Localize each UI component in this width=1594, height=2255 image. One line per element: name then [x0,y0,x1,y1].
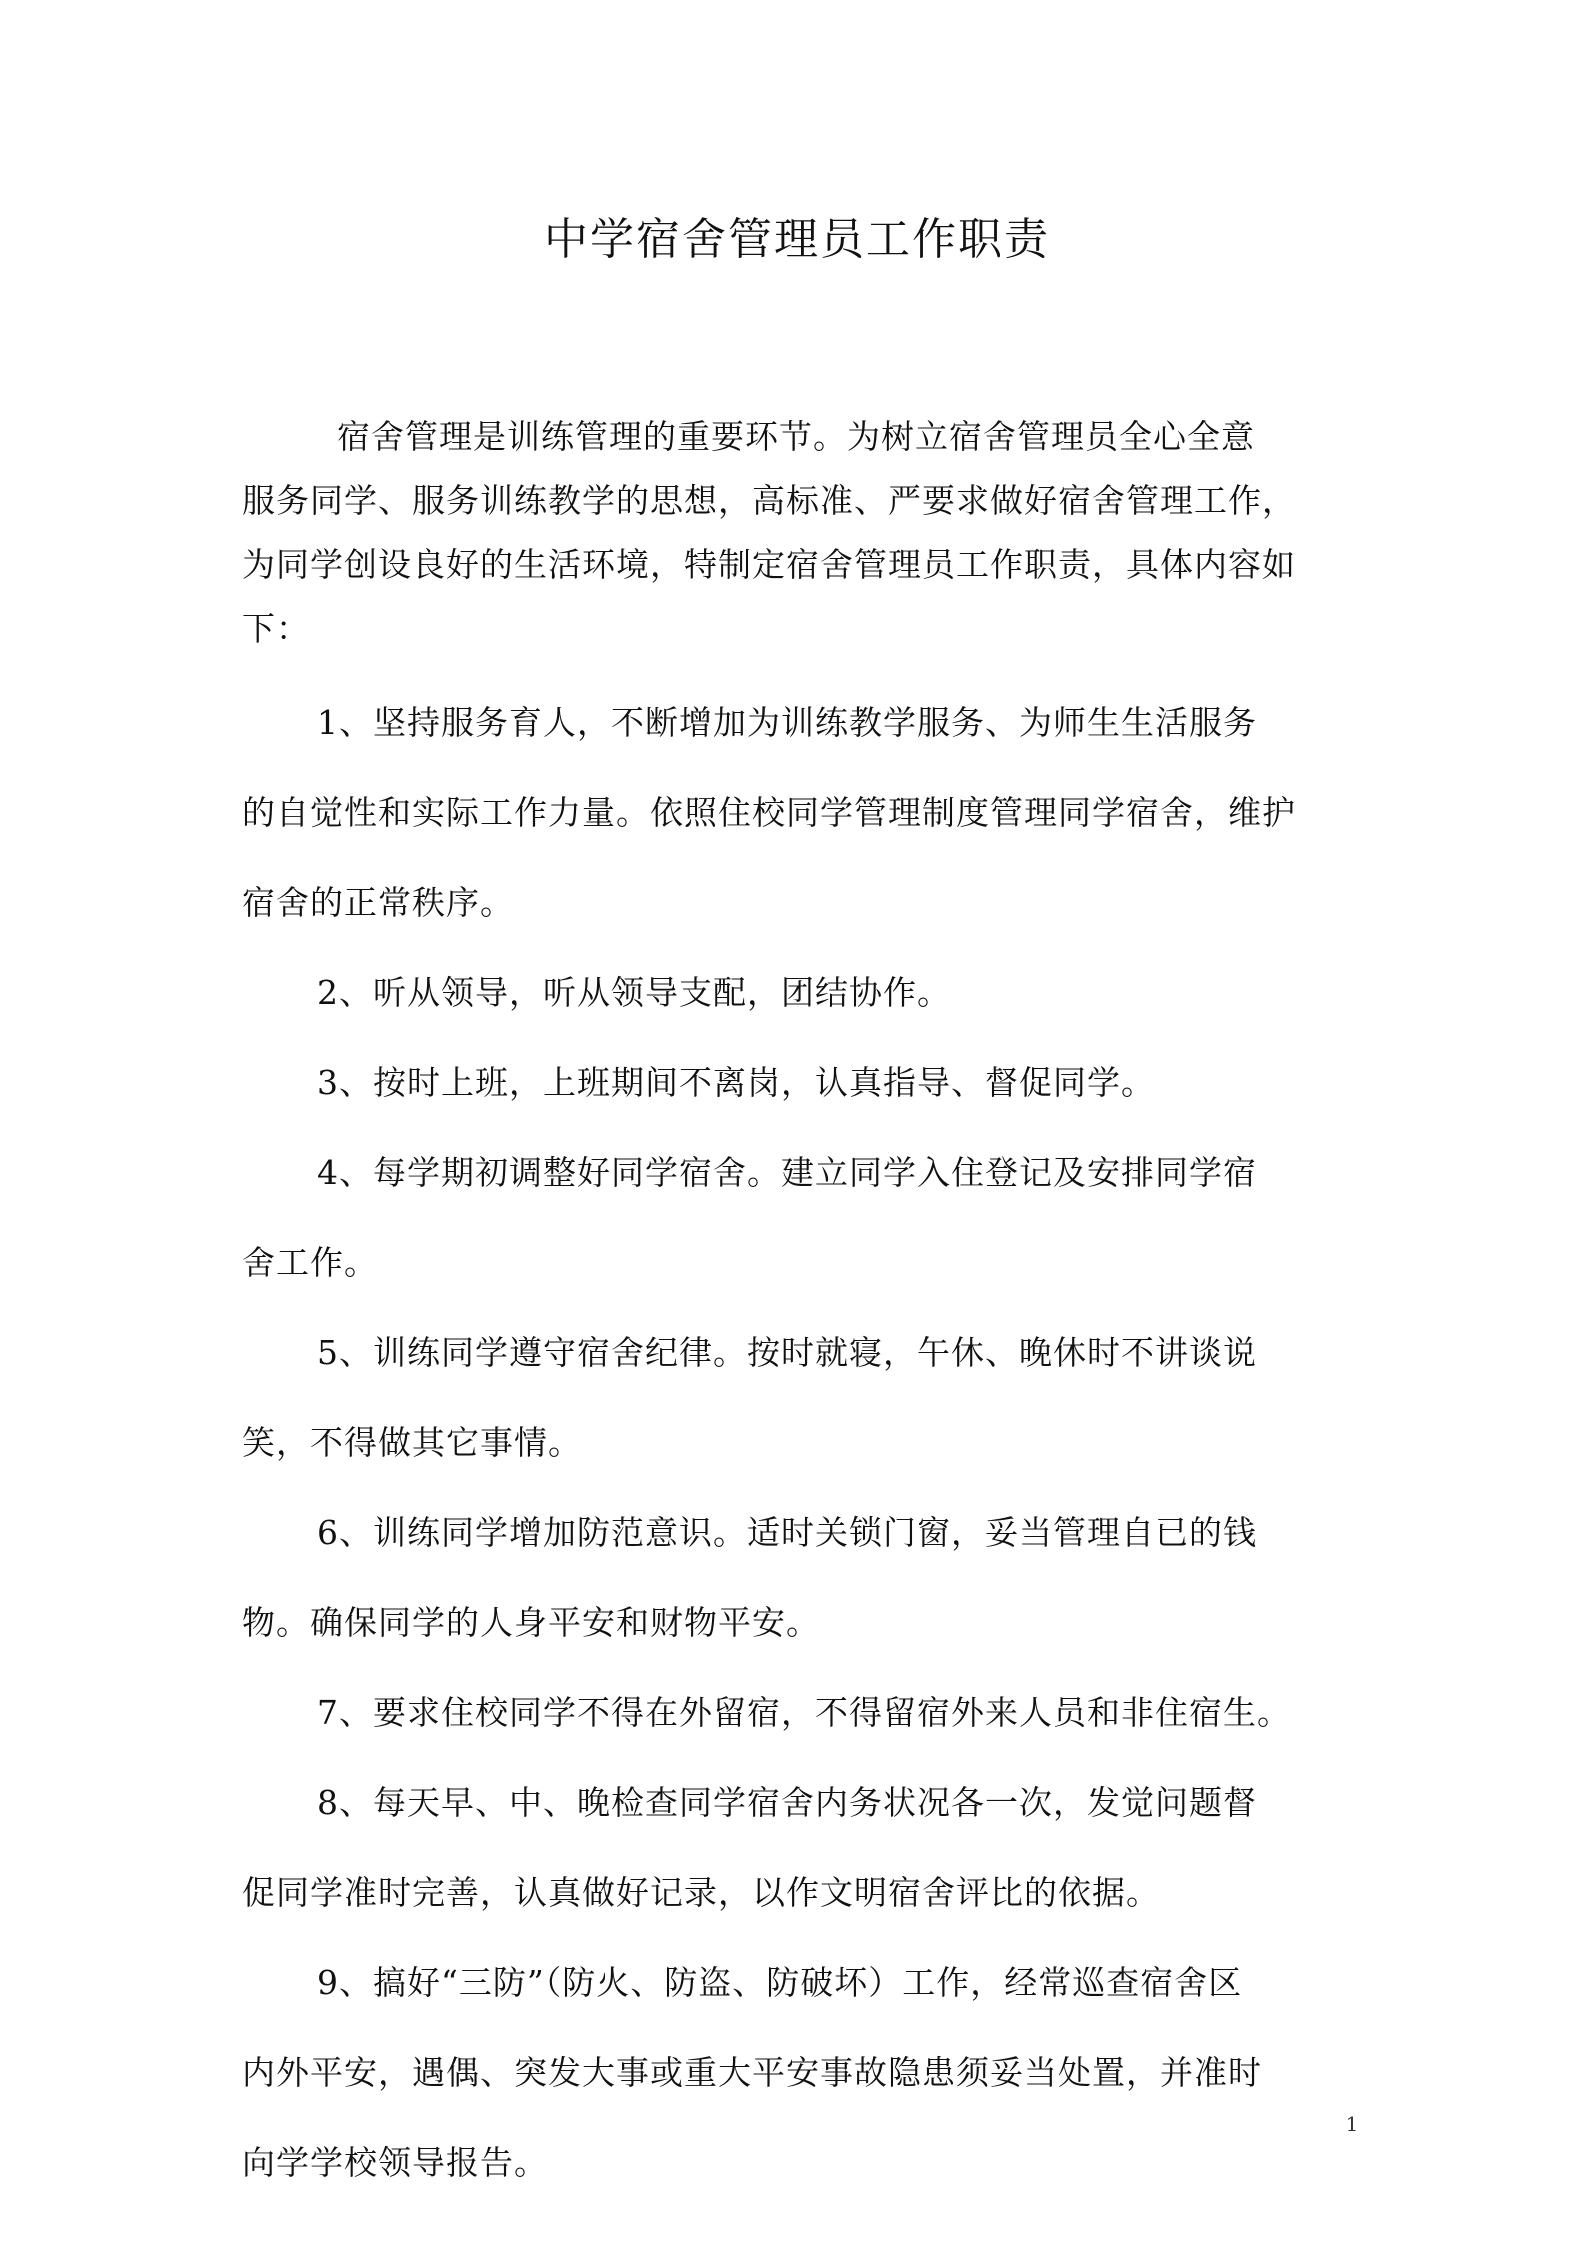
duty-item-7-line: 7、要求住校同学不得在外留宿，不得留宿外来人员和非住宿生。 [317,1693,1291,1732]
duty-item-2-line: 2、听从领导，听从领导支配，团结协作。 [317,973,951,1012]
duty-item-9-line: 9、搞好“三防”（防火、防盗、防破坏）工作，经常巡查宿舍区 [317,1963,1243,2002]
text-line: 服务同学、服务训练教学的思想，高标准、严要求做好宿舍管理工作， [242,481,1296,520]
duty-item-6-line: 物。确保同学的人身平安和财物平安。 [242,1603,820,1642]
duty-item-1-line: 1、坚持服务育人，不断增加为训练教学服务、为师生生活服务 [317,703,1257,742]
duty-item-5-line: 5、训练同学遵守宿舍纪律。按时就寝，午休、晚休时不讲谈说 [317,1333,1257,1372]
duty-item-6-line: 6、训练同学增加防范意识。适时关锁门窗，妥当管理自已的钱 [317,1513,1257,1552]
duty-item-5-line: 笑，不得做其它事情。 [242,1423,582,1462]
page-number: 1 [1345,2112,1359,2136]
duty-item-3-line: 3、按时上班，上班期间不离岗，认真指导、督促同学。 [317,1063,1155,1102]
text-line: 下： [242,609,310,648]
duty-item-1-line: 宿舍的正常秩序。 [242,883,514,922]
duty-item-8-line: 8、每天早、中、晚检查同学宿舍内务状况各一次，发觉问题督 [317,1783,1257,1822]
text-line: 宿舍管理是训练管理的重要环节。为树立宿舍管理员全心全意 [337,417,1255,456]
text-line: 为同学创设良好的生活环境，特制定宿舍管理员工作职责，具体内容如 [242,545,1296,584]
duty-item-4-line: 4、每学期初调整好同学宿舍。建立同学入住登记及安排同学宿 [317,1153,1257,1192]
duty-item-8-line: 促同学准时完善，认真做好记录，以作文明宿舍评比的依据。 [242,1873,1160,1912]
duty-item-1-line: 的自觉性和实际工作力量。依照住校同学管理制度管理同学宿舍，维护 [242,793,1296,832]
duty-item-9-line: 内外平安，遇偶、突发大事或重大平安事故隐患须妥当处置，并准时 [242,2053,1262,2092]
duty-item-9-line: 向学学校领导报告。 [242,2143,548,2182]
intro-paragraph [242,405,1362,661]
document-title: 中学宿舍管理员工作职责 [544,214,1050,265]
duty-list [242,678,1362,2208]
duty-item-4-line: 舍工作。 [242,1243,378,1282]
